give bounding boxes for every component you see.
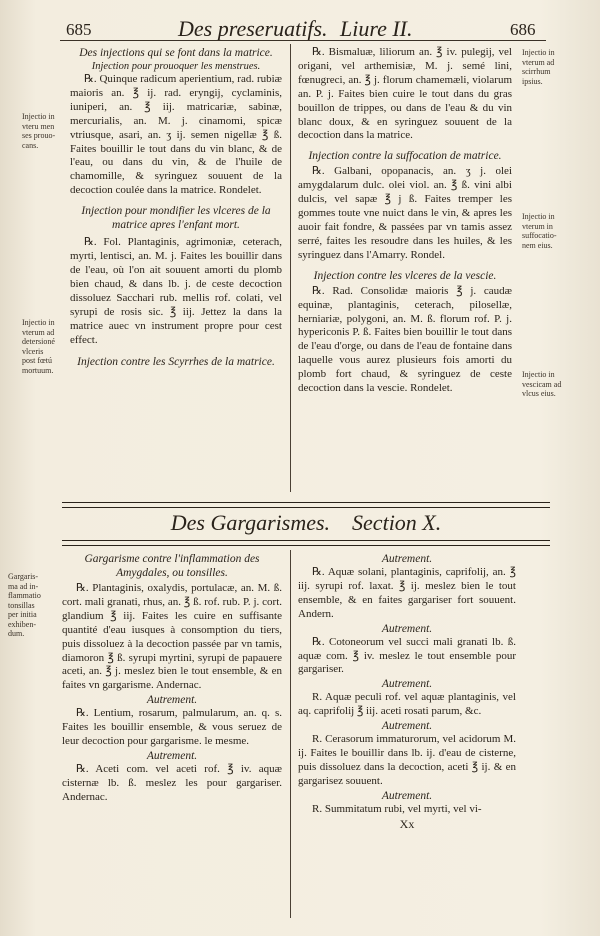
subheading-menstrues: Injection pour prouoquer les menstrues. — [91, 61, 261, 72]
recipe-solani: ℞. Aquæ solani, plantaginis, caprifolij, an. ℥ iij. syrupi rof. laxat. ℥ ij. meslez bien le tout ensemble, & en faites gargariser fort souuent. Andern. — [298, 566, 516, 620]
autrement-label: Autrement. — [146, 694, 198, 707]
page-number-left: 685 — [66, 20, 92, 39]
gargarisme-right-column — [298, 552, 516, 831]
right-column — [298, 46, 512, 396]
heading-vescie: Injection contre les vlceres de la vescie. — [313, 269, 497, 282]
recipe-vescie: ℞. Rad. Consolidæ maioris ℥ j. caudæ equinæ, plantaginis, ceterach, pilosellæ, herniariæ, polygoni, an. M. ß. florum rof. P. j. hypericonis P. ß. Faites bien bouillir le tout dans de l'eau d'orge, ou dans de l'eau de fontaine dans laquelle vous aurez plusieurs fois amorti du plomb fort chaud, & syringuez de ceste decoction dans la vescie. Rondelet. — [298, 284, 512, 395]
margin-note-vlceres: Injectio in vterum ad detersioné vlceris post fœtú mortuum. — [22, 318, 55, 375]
autrement-label: Autrement. — [381, 789, 433, 802]
heading-amygdales: Gargarisme contre l'inflammation des Amygdales, ou tonsilles. — [84, 553, 260, 579]
section-title — [60, 512, 552, 534]
autrement-label: Autrement. — [381, 622, 433, 635]
recipe-scyrrhes: ℞. Bismaluæ, liliorum an. ℥ iv. pulegij, vel origani, vel arthemisiæ, M. j. semé lini, fœnugreci, an. ℥ j. florum chamemæli, violarum an. P. j. Faites bien cuire le tout dans du gras bouillon de trippes, ou dans de l'eau & du vin blanc doux, & en syringuez souuent de la decoction dans la matrice. — [298, 46, 512, 142]
signature-mark: Xx — [399, 816, 415, 831]
recipe-menstrues: ℞. Quinque radicum aperientium, rad. rubiæ maioris an. ℥ ij. rad. eryngij, cyclaminis, iuniperi, an. ℥ iij. matricariæ, sabinæ, mercurialis, an. M. j. cinamomi, spicæ vtriusque, asari, an. ʒ ij. semen nigellæ ℥ ß. Faites bouillir le tout dans du vin blanc, & de l'eau, ou dans du vin, & de l'huile de chamomille, & syringuez souuent de la decoction coulée dans la matrice. Rondelet. — [70, 73, 282, 197]
page-number-right: 686 — [510, 20, 536, 39]
margin-note-gargarisme: Gargaris- ma ad in- flammatio tonsillas per initia exhiben- dum. — [8, 572, 41, 638]
autrement-label: Autrement. — [146, 749, 198, 762]
margin-note-vescie: Injectio in vescicam ad vlcus eius. — [522, 370, 562, 398]
section-rule-top — [62, 502, 550, 508]
recipe-lentium: ℞. Lentium, rosarum, palmularum, an. q. s. Faites les bouillir ensemble, & vous seruez de leur decoction pour gargarisme. le mesme. — [62, 707, 282, 748]
gargarisme-left-column — [62, 552, 282, 805]
heading-scyrrhes: Injection contre les Scyrrhes de la matrice. — [77, 356, 275, 369]
recipe-suffocation: ℞. Galbani, opopanacis, an. ʒ j. olei amygdalarum dulc. olei viol. an. ℥ ß. vini albi dulcis, vel sapæ ℥ j ß. Faites tremper les gommes toute vne nuict dans le vin, & apres les auoir fait fondre, & passées par vn tamis assez serré, faites les resoudre dans les huiles, & les syringuez dans l'Amarry. Rondel. — [298, 165, 512, 261]
column-divider-bottom — [290, 550, 291, 918]
autrement-label: Autrement. — [381, 678, 433, 691]
heading-suffocation: Injection contre la suffocation de matrice. — [308, 150, 502, 163]
header-rule — [60, 40, 546, 41]
heading-vlceres: Injection pour mondifier les vlceres de la matrice apres l'enfant mort. — [81, 205, 271, 232]
recipe-summitatum: R. Summitatum rubi, vel myrti, vel vi- — [312, 802, 482, 815]
section-number: Section X. — [352, 510, 442, 535]
section-name: Des Gargarismes. — [170, 510, 331, 535]
recipe-vlceres: ℞. Fol. Plantaginis, agrimoniæ, ceterach, myrti, lentisci, an. M. j. Faites les bouillir dans de l'eau, où l'on ait souuent amorti du plomb bien chaud, & dans lb. j. de ceste decoction dissoluez Sacchari rub. mellis rof. colati, vel syrupi de rosis sic. ℥ iij. Jettez la dans la matrice auec vn instrument propre pour cest effect. — [70, 236, 282, 346]
recipe-cerasorum: R. Cerasorum immaturorum, vel acidorum M. ij. Faites le bouillir dans lb. ij. d'eau de cisterne, puis dissoluez dans la decoction, aceti ℥ ij. & en gargarisez souuent. — [298, 733, 516, 787]
margin-note-suffocation: Injectio in vterum in suffocatio- nem eius. — [522, 212, 557, 250]
autrement-label: Autrement. — [381, 553, 433, 565]
recipe-aceti: ℞. Aceti com. vel aceti rof. ℥ iv. aquæ cisternæ lb. ß. meslez les pour gargariser. Andernac. — [62, 762, 282, 803]
heading-injections: Des injections qui se font dans la matrice. — [79, 47, 273, 59]
left-column — [70, 46, 282, 369]
margin-note-scirrhum: Injectio in vterum ad scirrhum ipsius. — [522, 48, 555, 86]
recipe-peculi: R. Aquæ peculi rof. vel aquæ plantaginis, vel aq. caprifolij ℥ iij. aceti rosati parum, &c. — [298, 691, 516, 718]
autrement-label: Autrement. — [381, 720, 433, 733]
running-book: Liure II. — [340, 16, 413, 41]
running-title: Des preseruatifs. — [178, 16, 328, 41]
recipe-amygdales: ℞. Plantaginis, oxalydis, portulacæ, an. M. ß. cort. mali granati, rhus, an. ℥ ß. rof. rub. P. j. cort. glandium ℥ iij. Faites les cuire en suffisante quantité d'eau iusques à consomption du tiers, puis dissoluez à la decoction passée par vn tamis, diamoron ℥ ß. syrupi myrtini, syrupi de papauere aceti, an. ℥ j. meslez bien le tout ensemble, & en faites vn gargarisme. Andernac. — [62, 582, 282, 692]
recipe-cotoneorum: ℞. Cotoneorum vel succi mali granati lb. ß. aquæ com. ℥ iv. meslez le tout ensemble pour gargariser. — [298, 635, 516, 676]
column-divider-top — [290, 44, 291, 492]
section-rule-bottom — [62, 540, 550, 546]
margin-note-menstrues: Injectio in vteru men ses prouo- cans. — [22, 112, 56, 150]
